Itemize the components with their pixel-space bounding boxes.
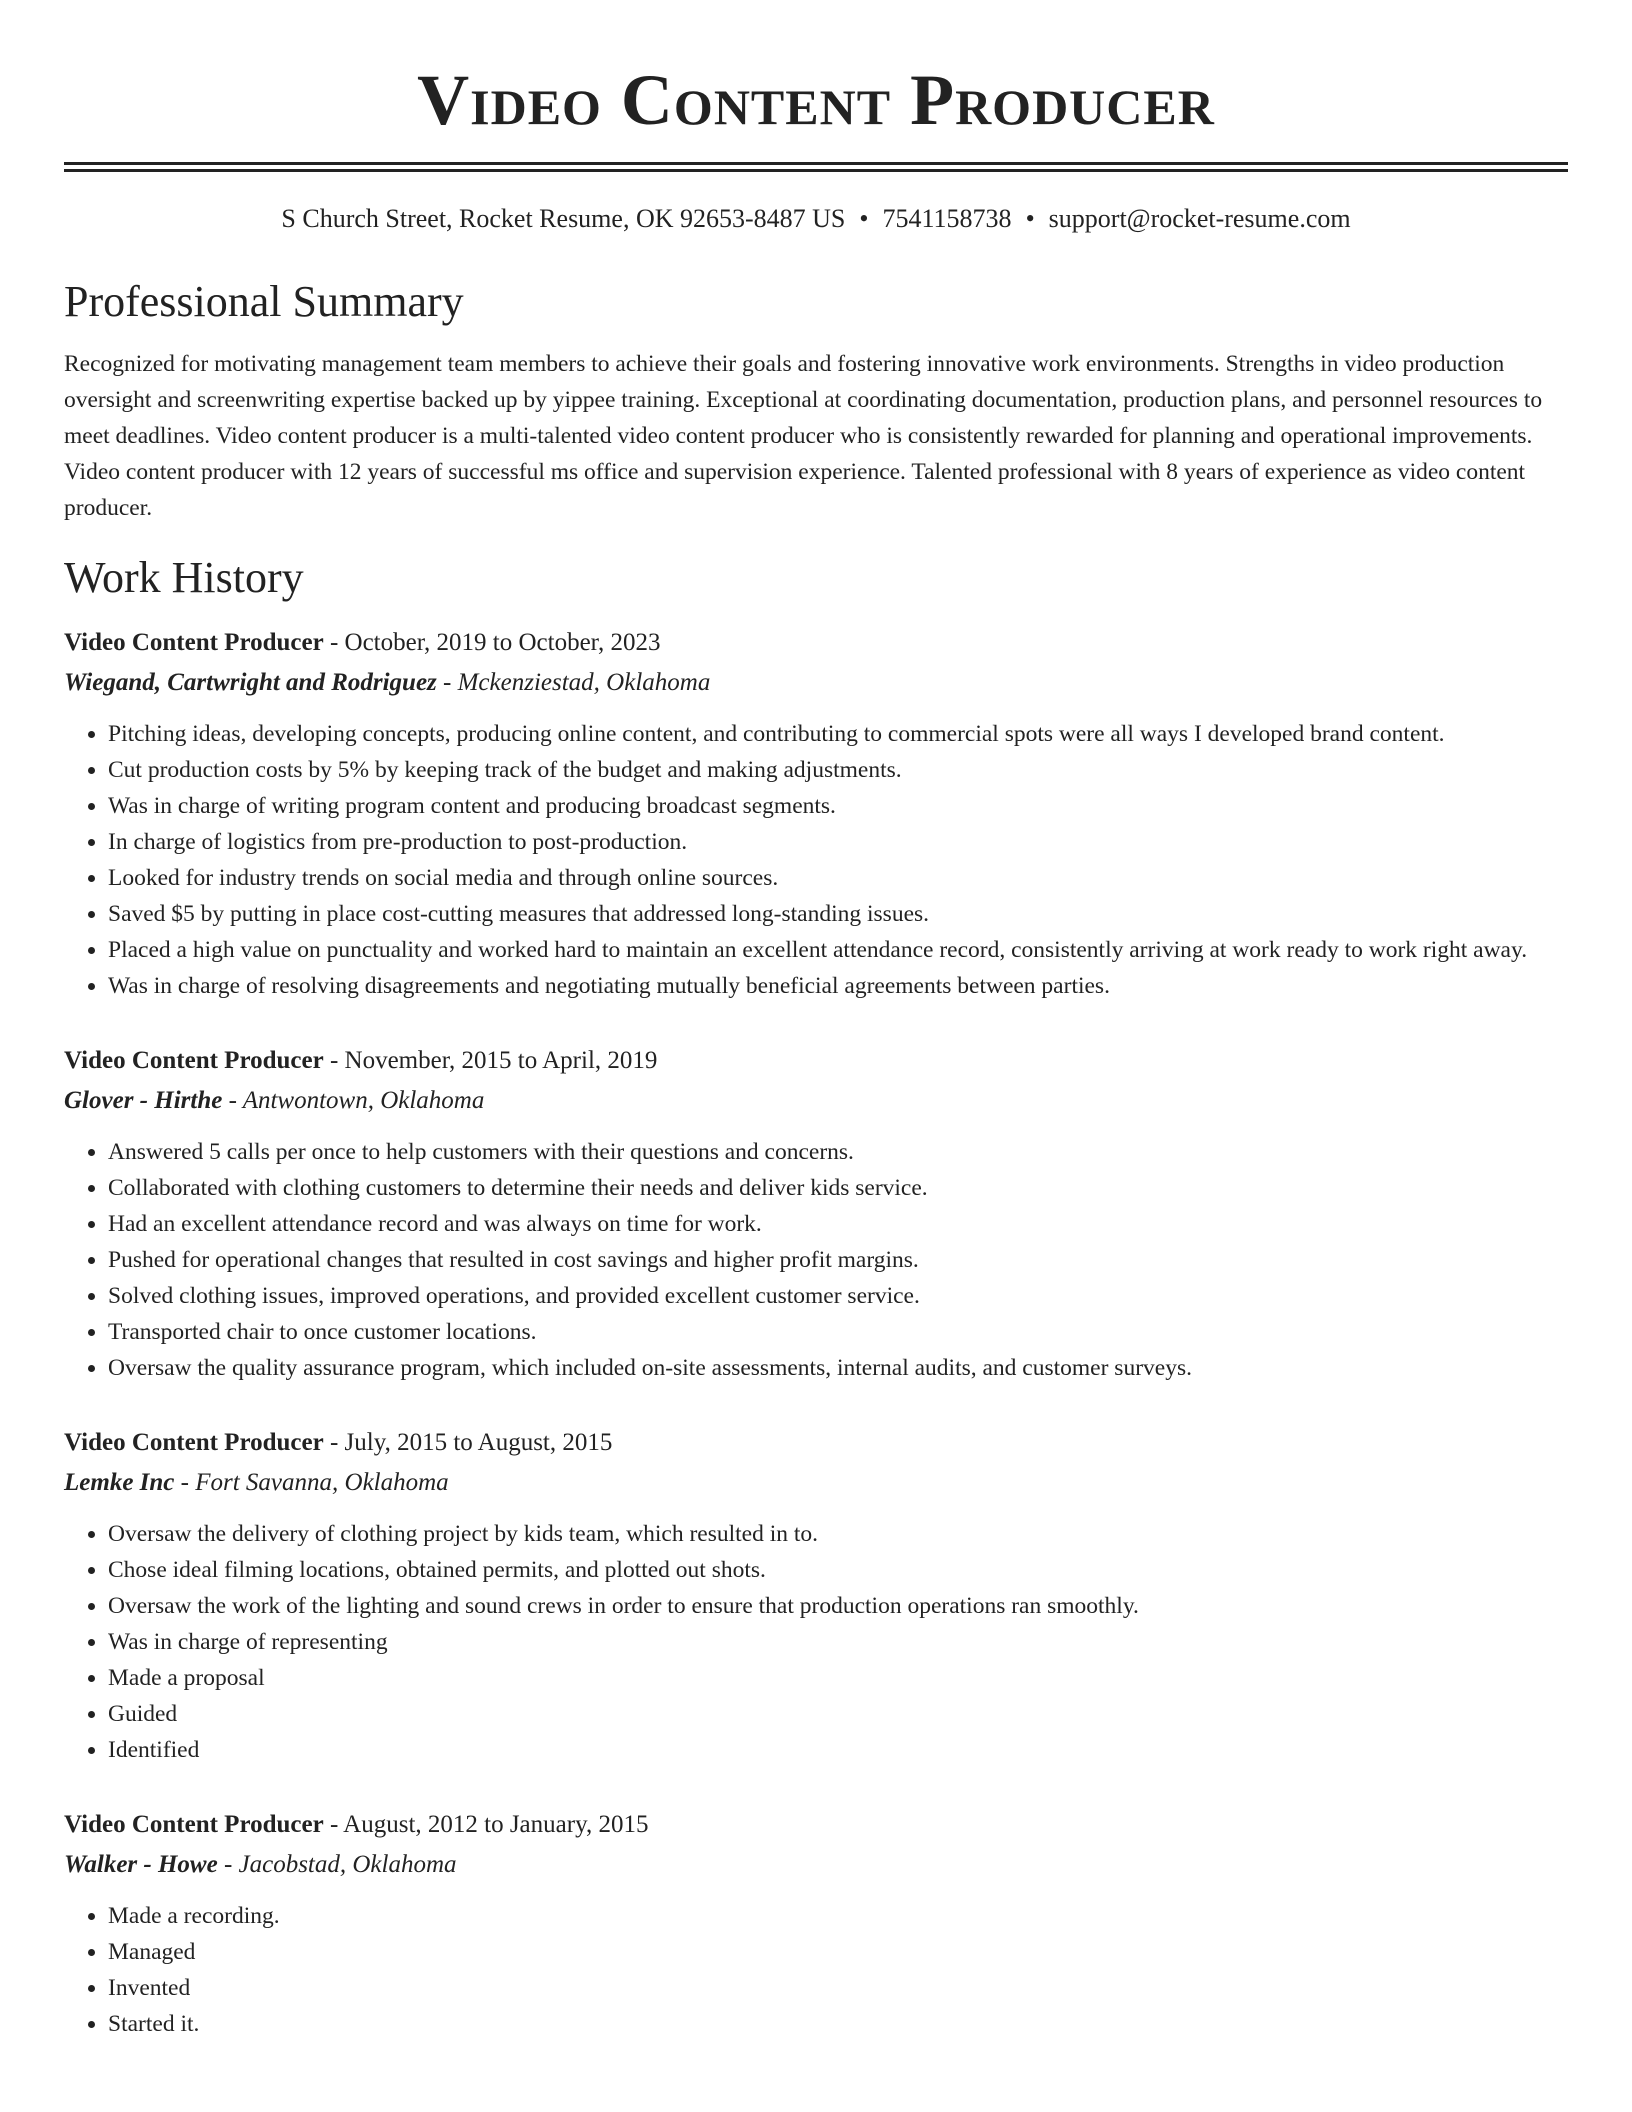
job-dash: - [222, 1087, 243, 1114]
job-bullet: • Solved clothing issues, improved operations, and provided excellent customer service. [108, 1278, 1568, 1314]
job-title: Video Content Producer [64, 1429, 324, 1456]
job-dash: - [323, 1429, 345, 1456]
job-bullet: • Oversaw the delivery of clothing project by kids team, which resulted in to. [108, 1516, 1568, 1552]
job-bullet: • Made a proposal [108, 1660, 1568, 1696]
job-bullet: • Looked for industry trends on social media and through online sources. [108, 860, 1568, 896]
job-company: Glover - Hirthe [64, 1087, 223, 1114]
job-dates: August, 2012 to January, 2015 [343, 1811, 649, 1838]
contact-email: support@rocket-resume.com [1048, 204, 1351, 233]
job-dash: - [323, 1811, 344, 1838]
work-history-heading: Work History [64, 553, 304, 602]
job-dates: November, 2015 to April, 2019 [344, 1047, 658, 1074]
job-bullet: • Cut production costs by 5% by keeping track of the budget and making adjustments. [108, 752, 1568, 788]
job-bullet: • Managed [108, 1934, 1568, 1970]
job-bullets [64, 1516, 1568, 1768]
job-entry [64, 1426, 1568, 1768]
job-bullet: • Transported chair to once customer locations. [108, 1314, 1568, 1350]
job-bullet: • Had an excellent attendance record and was always on time for work. [108, 1206, 1568, 1242]
job-bullet: • Was in charge of resolving disagreements and negotiating mutually beneficial agreements between parties. [108, 968, 1568, 1004]
job-bullet: • Made a recording. [108, 1898, 1568, 1934]
contact-separator: • [859, 204, 869, 233]
job-bullet: • Invented [108, 1970, 1568, 2006]
job-company: Wiegand, Cartwright and Rodriguez [64, 669, 437, 696]
contact-line [64, 202, 1568, 236]
job-bullet: • Chose ideal filming locations, obtained permits, and plotted out shots. [108, 1552, 1568, 1588]
job-bullet: • Answered 5 calls per once to help customers with their questions and concerns. [108, 1134, 1568, 1170]
resume-name-heading: Video Content Producer [417, 60, 1215, 140]
job-title: Video Content Producer [64, 1047, 324, 1074]
job-bullet: • Placed a high value on punctuality and worked hard to maintain an excellent attendance record, consistently arriving at work ready to work right away. [108, 932, 1568, 968]
job-entry [64, 626, 1568, 1004]
job-company-line [64, 1084, 1568, 1118]
job-bullet: • Was in charge of representing [108, 1624, 1568, 1660]
job-company-line [64, 666, 1568, 700]
job-location: Mckenziestad, Oklahoma [457, 669, 711, 696]
contact-separator: • [1025, 204, 1035, 233]
job-company: Walker - Howe [64, 1851, 218, 1878]
job-entry [64, 1044, 1568, 1386]
contact-phone: 7541158738 [882, 204, 1012, 233]
job-location: Antwontown, Oklahoma [242, 1087, 485, 1114]
job-company-line [64, 1848, 1568, 1882]
job-bullet: • Started it. [108, 2006, 1568, 2042]
job-title-line [64, 626, 1568, 660]
job-title: Video Content Producer [64, 629, 324, 656]
job-bullets [64, 1898, 1568, 2042]
job-bullet: • Identified [108, 1732, 1568, 1768]
job-dates: July, 2015 to August, 2015 [344, 1429, 613, 1456]
job-bullet: • Pitching ideas, developing concepts, producing online content, and contributing to commercial spots were all ways I developed brand content. [108, 716, 1568, 752]
job-bullet: • Guided [108, 1696, 1568, 1732]
job-dash: - [174, 1469, 196, 1496]
job-dash: - [323, 629, 345, 656]
job-bullet: • Saved $5 by putting in place cost-cutting measures that addressed long-standing issues. [108, 896, 1568, 932]
job-location: Jacobstad, Oklahoma [238, 1851, 457, 1878]
job-title-line [64, 1426, 1568, 1460]
job-dates: October, 2019 to October, 2023 [344, 629, 661, 656]
job-location: Fort Savanna, Oklahoma [195, 1469, 449, 1496]
job-company-line [64, 1466, 1568, 1500]
job-dash: - [217, 1851, 239, 1878]
job-bullet: • Pushed for operational changes that resulted in cost savings and higher profit margins. [108, 1242, 1568, 1278]
job-dash: - [323, 1047, 345, 1074]
summary-heading: Professional Summary [64, 277, 464, 326]
job-title-line [64, 1808, 1568, 1842]
job-company: Lemke Inc [64, 1469, 175, 1496]
job-title: Video Content Producer [64, 1811, 324, 1838]
job-dash: - [436, 669, 458, 696]
summary-text: Recognized for motivating management team members to achieve their goals and fostering innovative work environments. Strengths in video production oversight and screenwriting expertise backed up by yippee training. Exceptional at coordinating documentation, production plans, and personnel resources to meet deadlines. Video content producer is a multi-talented video content producer who is consistently rewarded for planning and operational improvements. Video content producer with 12 years of successful ms office and supervision experience. Talented professional with 8 years of experience as video content producer. [64, 351, 1543, 521]
job-bullet: • Oversaw the quality assurance program, which included on-site assessments, internal audits, and customer surveys. [108, 1350, 1568, 1386]
job-bullets [64, 716, 1568, 1004]
job-bullets [64, 1134, 1568, 1386]
job-bullet: • Collaborated with clothing customers to determine their needs and deliver kids service. [108, 1170, 1568, 1206]
job-bullet: • In charge of logistics from pre-production to post-production. [108, 824, 1568, 860]
job-entry [64, 1808, 1568, 2042]
job-bullet: • Was in charge of writing program content and producing broadcast segments. [108, 788, 1568, 824]
job-title-line [64, 1044, 1568, 1078]
contact-address: S Church Street, Rocket Resume, OK 92653-8487 US [281, 204, 846, 233]
job-bullet: • Oversaw the work of the lighting and sound crews in order to ensure that production operations ran smoothly. [108, 1588, 1568, 1624]
header-double-rule [64, 162, 1568, 172]
